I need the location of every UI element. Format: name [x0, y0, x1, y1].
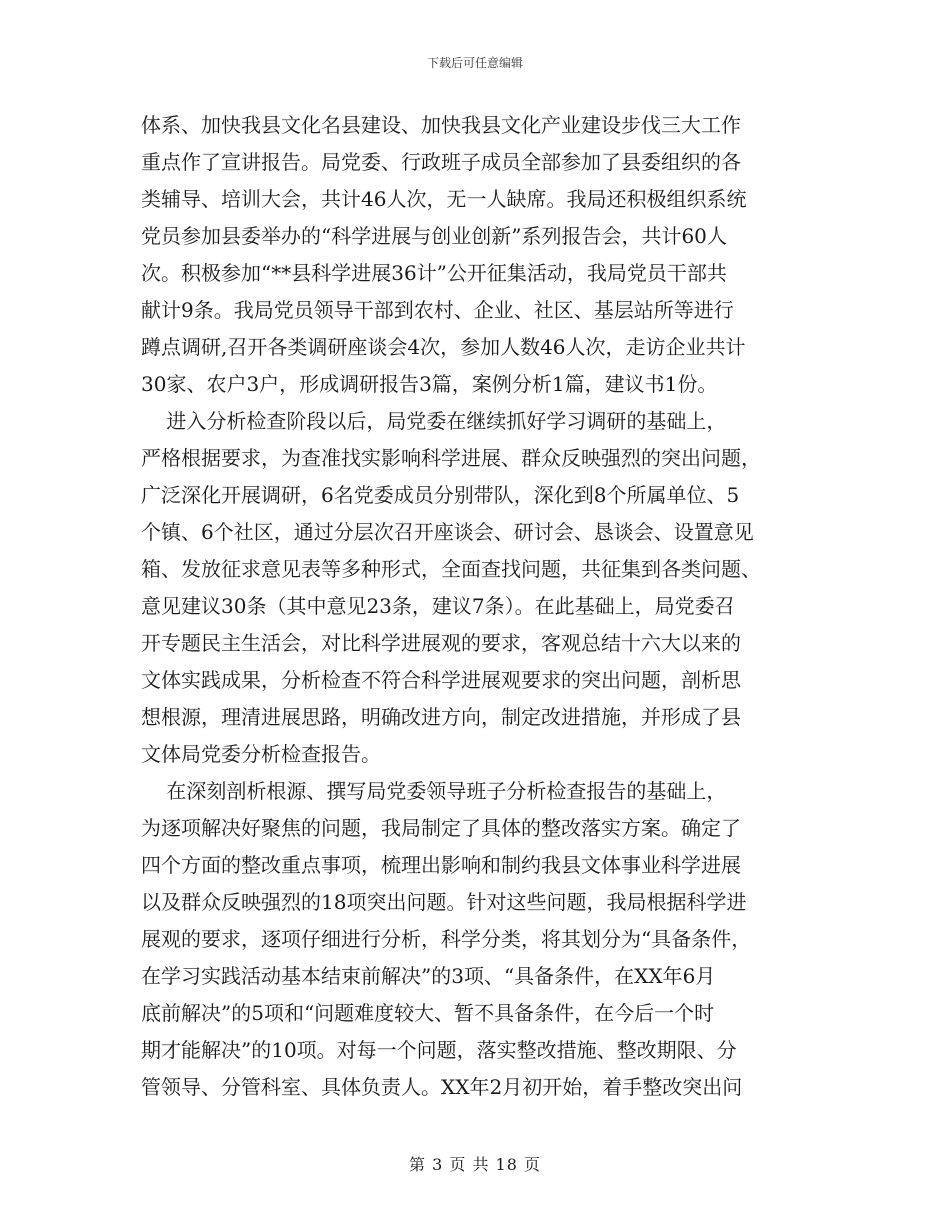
text-line: 30家、农户3户，形成调研报告3篇，案例分析1篇，建议书1份。: [141, 372, 718, 396]
text-line: 献计9条。我局党员领导干部到农村、企业、社区、基层站所等进行: [141, 298, 734, 322]
page-header: 下载后可任意编辑: [426, 56, 523, 70]
text-line: 文体局党委分析检查报告。: [141, 742, 381, 766]
text-line: 严格根据要求，为查准找实影响科学进展、群众反映强烈的突出问题，: [141, 446, 761, 470]
text-line: 在深刻剖析根源、撰写局党委领导班子分析检查报告的基础上，: [141, 779, 727, 803]
text-line: 管领导、分管科室、具体负责人。XX年2月初开始，着手整改突出问: [141, 1075, 743, 1099]
text-line: 展观的要求，逐项仔细进行分析，科学分类，将其划分为“具备条件，: [141, 927, 752, 951]
text-line: 蹲点调研,召开各类调研座谈会4次，参加人数46人次，走访企业共计: [141, 335, 746, 359]
text-line: 期才能解决”的10项。对每一个问题，落实整改措施、整改期限、分: [141, 1038, 737, 1062]
document-body: [141, 107, 811, 1106]
text-line: 底前解决”的5项和“问题难度较大、暂不具备条件，在今后一个时: [141, 1001, 715, 1025]
text-line: 党员参加县委举办的“科学进展与创业创新”系列报告会，共计60人: [141, 224, 727, 248]
text-line: 类辅导、培训大会，共计46人次，无一人缺席。我局还积极组织系统: [141, 187, 747, 211]
text-line: 开专题民主生活会，对比科学进展观的要求，客观总结十六大以来的: [141, 631, 741, 655]
text-line: 为逐项解决好聚焦的问题，我局制定了具体的整改落实方案。确定了: [141, 816, 741, 840]
text-line: 四个方面的整改重点事项，梳理出影响和制约我县文体事业科学进展: [141, 853, 741, 877]
page-footer: 第 3 页 共 18 页: [409, 1155, 541, 1174]
text-line: 次。积极参加“**县科学进展36计”公开征集活动，我局党员干部共: [141, 261, 727, 285]
text-line: 在学习实践活动基本结束前解决”的3项、“具备条件，在XX年6月: [141, 964, 716, 988]
text-line: 想根源，理清进展思路，明确改进方向，制定改进措施，并形成了县: [141, 705, 741, 729]
text-line: 意见建议30条（其中意见23条，建议7条）。在此基础上，局党委召: [141, 594, 735, 618]
text-line: 文体实践成果，分析检查不符合科学进展观要求的突出问题，剖析思: [141, 668, 741, 692]
text-line: 箱、发放征求意见表等多种形式，全面查找问题，共征集到各类问题、: [141, 557, 761, 581]
text-line: 广泛深化开展调研，6名党委成员分别带队，深化到8个所属单位、5: [141, 483, 740, 507]
text-line: 个镇、6个社区，通过分层次召开座谈会、研讨会、恳谈会、设置意见: [141, 520, 754, 544]
text-line: 以及群众反映强烈的18项突出问题。针对这些问题，我局根据科学进: [141, 890, 747, 914]
text-line: 体系、加快我县文化名县建设、加快我县文化产业建设步伐三大工作: [141, 113, 741, 137]
text-line: 进入分析检查阶段以后，局党委在继续抓好学习调研的基础上，: [141, 409, 727, 433]
text-line: 重点作了宣讲报告。局党委、行政班子成员全部参加了县委组织的各: [141, 150, 741, 174]
